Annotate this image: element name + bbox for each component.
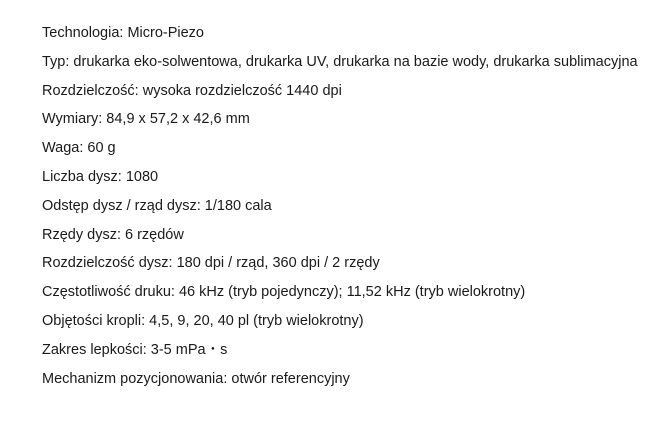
spec-nozzle-pitch: Odstęp dysz / rząd dysz: 1/180 cala	[42, 197, 272, 214]
spec-dimensions: Wymiary: 84,9 x 57,2 x 42,6 mm	[42, 111, 250, 128]
spec-viscosity-range: Zakres lepkości: 3-5 mPa・s	[42, 341, 228, 358]
spec-nozzle-resolution: Rozdzielczość dysz: 180 dpi / rząd, 360 dpi / 2 rzędy	[42, 255, 380, 272]
spec-print-frequency: Częstotliwość druku: 46 kHz (tryb pojedynczy); 11,52 kHz (tryb wielokrotny)	[42, 284, 526, 301]
spec-type: Typ: drukarka eko-solwentowa, drukarka UV, drukarka na bazie wody, drukarka sublimacyjna	[42, 53, 638, 70]
spec-list	[42, 23, 638, 397]
spec-weight: Waga: 60 g	[42, 140, 116, 157]
spec-nozzle-count: Liczba dysz: 1080	[42, 168, 159, 185]
spec-nozzle-rows: Rzędy dysz: 6 rzędów	[42, 226, 184, 243]
spec-resolution: Rozdzielczość: wysoka rozdzielczość 1440 dpi	[42, 82, 342, 99]
spec-drop-volumes: Objętości kropli: 4,5, 9, 20, 40 pl (tryb wielokrotny)	[42, 312, 364, 329]
spec-technology: Technologia: Micro-Piezo	[42, 25, 204, 41]
spec-positioning-mechanism: Mechanizm pozycjonowania: otwór referencyjny	[42, 370, 350, 387]
